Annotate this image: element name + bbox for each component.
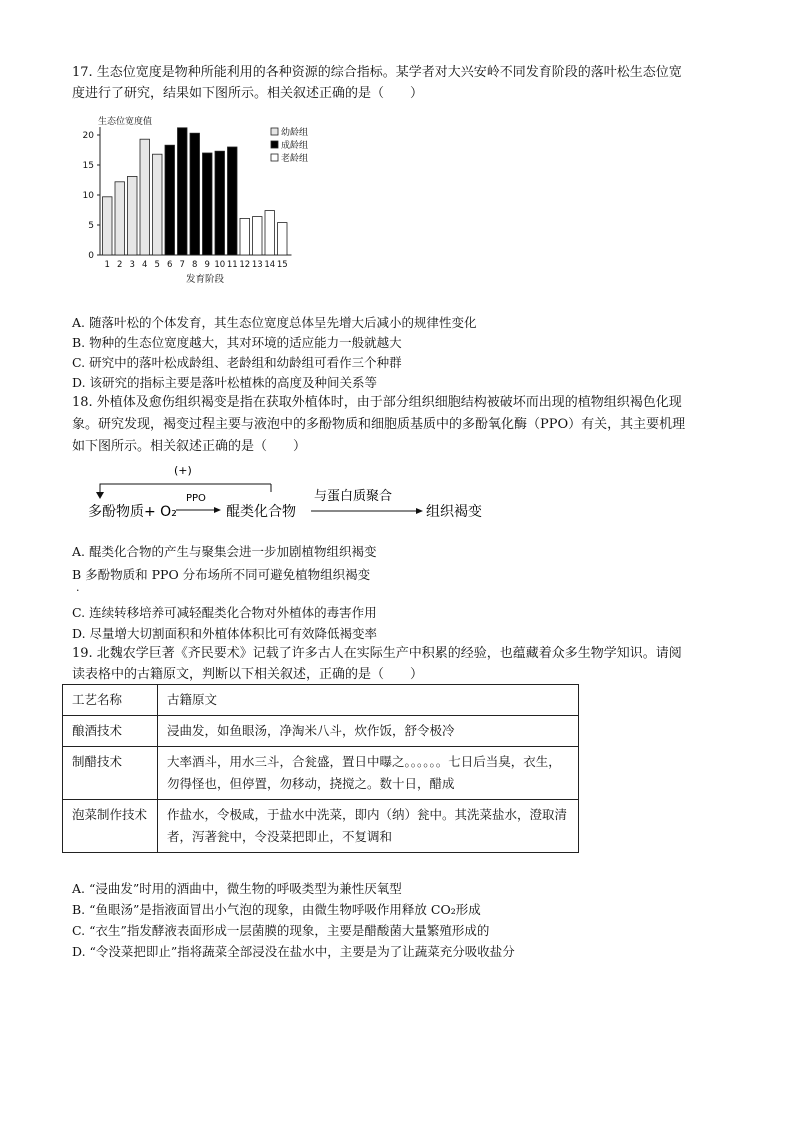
- header-process-name: 工艺名称: [63, 685, 158, 716]
- legend-swatch: [271, 141, 278, 148]
- row-process-name: 泡菜制作技术: [63, 800, 158, 853]
- x-tick-label: 10: [214, 260, 226, 270]
- legend-label: 成龄组: [281, 141, 309, 151]
- x-tick-label: 4: [142, 260, 148, 270]
- x-tick-label: 1: [104, 260, 110, 270]
- bar: [190, 133, 200, 255]
- x-tick-label: 7: [179, 260, 185, 270]
- bar: [103, 197, 113, 255]
- q17-option-a: A. 随落叶松的个体发育，其生态位宽度总体呈先增大后减小的规律性变化: [72, 315, 477, 330]
- y-tick-label: 15: [82, 161, 94, 171]
- x-tick-label: 8: [192, 260, 198, 270]
- q19-option-d: D. “令没菜把即止”指将蔬菜全部浸没在盐水中，主要是为了让蔬菜充分吸收盐分: [72, 944, 515, 959]
- bar: [278, 223, 288, 255]
- legend-swatch: [271, 128, 278, 135]
- x-tick-label: 5: [154, 260, 160, 270]
- table-row: [63, 747, 579, 800]
- result-label: 组织褐变: [426, 504, 482, 520]
- q18-stem-line3: 如下图所示。相关叙述正确的是（ ）: [72, 439, 307, 454]
- x-tick-label: 13: [251, 260, 263, 270]
- bar: [265, 211, 275, 255]
- header-original-text: 古籍原文: [158, 685, 579, 716]
- y-tick-label: 5: [88, 221, 94, 231]
- x-tick-label: 12: [239, 260, 251, 270]
- bar: [178, 128, 188, 255]
- legend-label: 幼龄组: [281, 128, 309, 138]
- x-tick-label: 3: [129, 260, 135, 270]
- q17-stem-line1: 17. 生态位宽度是物种所能利用的各种资源的综合指标。某学者对大兴安岭不同发育阶段的落叶松生态位宽: [72, 65, 682, 80]
- row-process-name: 酿酒技术: [63, 716, 158, 747]
- x-tick-label: 6: [167, 260, 173, 270]
- y-tick-label: 20: [82, 131, 94, 141]
- table-header-row: [63, 685, 579, 716]
- legend-label: 老龄组: [281, 154, 309, 164]
- feedback-loop-line: [100, 484, 271, 492]
- bar: [228, 147, 238, 255]
- bar: [165, 145, 175, 255]
- ppo-arrowhead: [214, 507, 221, 513]
- x-tick-label: 9: [204, 260, 210, 270]
- polymerize-label: 与蛋白质聚合: [314, 489, 393, 504]
- q18-option-d: D. 尽量增大切割面积和外植体体积比可有效降低褐变率: [72, 626, 378, 641]
- q19-option-b: B. “鱼眼汤”是指液面冒出小气泡的现象，由微生物呼吸作用释放 CO₂形成: [72, 902, 481, 917]
- x-axis-label: 发育阶段: [185, 274, 225, 285]
- y-tick-label: 10: [82, 191, 94, 201]
- ancient-text-table: [62, 684, 579, 853]
- q19-option-a: A. “浸曲发”时用的酒曲中，微生物的呼吸类型为兼性厌氧型: [72, 881, 402, 896]
- q17-stem-line2: 度进行了研究，结果如下图所示。相关叙述正确的是（ ）: [72, 86, 424, 101]
- q19-stem-line1: 19. 北魏农学巨著《齐民要术》记载了许多古人在实际生产中积累的经验，也蕴藏着众多生物学知识。请阅: [72, 646, 682, 661]
- bar: [140, 139, 150, 255]
- q17-option-d: D. 该研究的指标主要是落叶松植株的高度及种间关系等: [72, 375, 378, 390]
- row-original-text: 大率酒斗，用水三斗，合瓮盛，置日中曝之。。。。。。七日后当臭，衣生，勿得怪也，但停置，勿移动，挠搅之。数十日，醋成: [158, 747, 579, 800]
- q18-option-a: A. 醌类化合物的产生与聚集会进一步加剧植物组织褐变: [72, 544, 377, 559]
- legend-swatch: [271, 154, 278, 161]
- table-row: [63, 800, 579, 853]
- q18-stem-line2: 象。研究发现，褐变过程主要与液泡中的多酚物质和细胞质基质中的多酚氧化酶（PPO）有关，其主要机理: [72, 417, 686, 432]
- bar: [240, 218, 250, 255]
- q17-option-b: B. 物种的生态位宽度越大，其对环境的适应能力一般就越大: [72, 335, 402, 350]
- q18-option-b: B 多酚物质和 PPO 分布场所不同可避免植物组织褐变: [72, 567, 371, 582]
- y-axis-label: 生态位宽度值: [98, 117, 153, 127]
- feedback-arrowhead: [96, 492, 104, 499]
- q17-option-c: C. 研究中的落叶松成龄组、老龄组和幼龄组可看作三个种群: [72, 355, 402, 370]
- x-tick-label: 15: [276, 260, 288, 270]
- row-process-name: 制醋技术: [63, 747, 158, 800]
- x-tick-label: 11: [226, 260, 238, 270]
- bar: [115, 182, 125, 255]
- bar: [215, 151, 225, 255]
- bar: [128, 176, 138, 255]
- feedback-label: (+): [174, 464, 192, 477]
- x-tick-label: 2: [117, 260, 123, 270]
- row-original-text: 浸曲发，如鱼眼汤，净淘米八斗，炊作饭，舒令极冷: [158, 716, 579, 747]
- table-row: [63, 716, 579, 747]
- polymerize-arrowhead: [416, 508, 423, 514]
- q19-stem-line2: 读表格中的古籍原文，判断以下相关叙述，正确的是（ ）: [72, 667, 424, 682]
- bar: [253, 217, 263, 255]
- bar: [153, 154, 163, 255]
- y-tick-label: 0: [88, 251, 94, 261]
- niche-width-bar-chart: [80, 110, 320, 290]
- row-original-text: 作盐水，令极咸，于盐水中洗菜，即内（纳）瓮中。其洗菜盐水，澄取清者，泻著瓮中，令没菜把即止，不复调和: [158, 800, 579, 853]
- enzyme-label: PPO: [186, 493, 206, 504]
- q19-option-c: C. “衣生”指发酵液表面形成一层菌膜的现象，主要是醋酸菌大量繁殖形成的: [72, 923, 490, 938]
- product-label: 醌类化合物: [226, 504, 296, 520]
- stray-dot: ·: [76, 584, 80, 597]
- q18-stem-line1: 18. 外植体及愈伤组织褐变是指在获取外植体时，由于部分组织细胞结构被破坏而出现的植物组织褐色化现: [72, 395, 682, 410]
- bar: [203, 153, 213, 255]
- x-tick-label: 14: [264, 260, 276, 270]
- reactant-label: 多酚物质+ O₂: [88, 504, 177, 520]
- browning-mechanism-diagram: [86, 462, 506, 522]
- q18-option-c: C. 连续转移培养可减轻醌类化合物对外植体的毒害作用: [72, 605, 377, 620]
